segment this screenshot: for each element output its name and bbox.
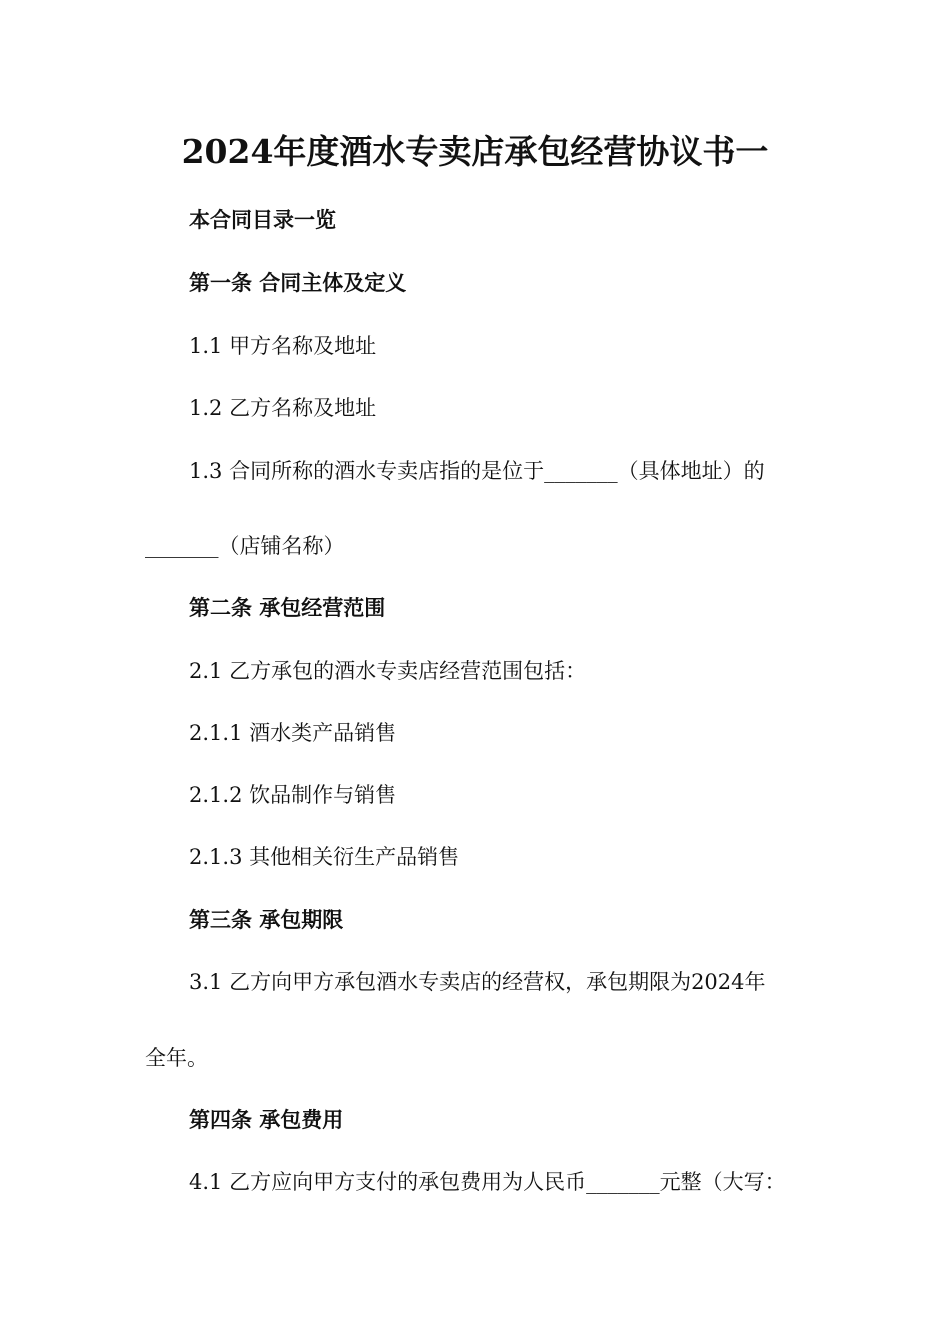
document-title: 2024年度酒水专卖店承包经营协议书一: [181, 132, 769, 171]
clause-4-1-line1: 4.1 乙方应向甲方支付的承包费用为人民币_______元整（大写：: [189, 1170, 786, 1194]
clause-3-1-line1: 3.1 乙方向甲方承包酒水专卖店的经营权，承包期限为2024年: [189, 970, 766, 994]
article-1-heading: 第一条 合同主体及定义: [189, 270, 407, 295]
clause-1-1: 1.1 甲方名称及地址: [189, 334, 377, 358]
toc-heading: 本合同目录一览: [189, 207, 336, 232]
clause-3-1-line2: 全年。: [145, 1046, 208, 1070]
article-3-heading: 第三条 承包期限: [189, 907, 344, 932]
clause-1-3-line1: 1.3 合同所称的酒水专卖店指的是位于_______（具体地址）的: [189, 459, 765, 483]
clause-2-1-2: 2.1.2 饮品制作与销售: [189, 783, 397, 807]
clause-2-1: 2.1 乙方承包的酒水专卖店经营范围包括：: [189, 659, 587, 683]
clause-2-1-1: 2.1.1 酒水类产品销售: [189, 721, 397, 745]
clause-1-3-line2: _______（店铺名称）: [145, 534, 345, 558]
clause-2-1-3: 2.1.3 其他相关衍生产品销售: [189, 845, 460, 869]
clause-1-2: 1.2 乙方名称及地址: [189, 396, 377, 420]
article-4-heading: 第四条 承包费用: [189, 1107, 344, 1132]
article-2-heading: 第二条 承包经营范围: [189, 595, 386, 620]
